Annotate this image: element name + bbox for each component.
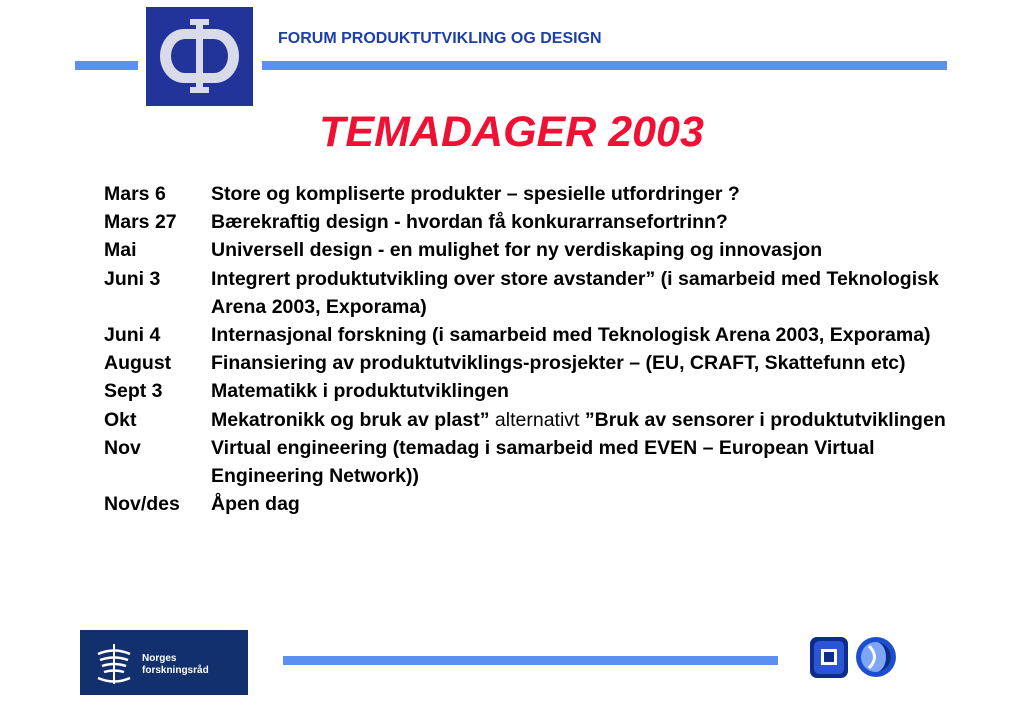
schedule-date: Sept 3 (104, 380, 163, 403)
schedule-topic: Store og kompliserte produkter – spesielle utfordringer ? (211, 183, 740, 205)
forum-logo (146, 7, 253, 106)
schedule-date: Mai (104, 239, 137, 262)
schedule-row (104, 490, 966, 518)
schedule-date: Mars 27 (104, 211, 177, 234)
schedule-topic: Bærekraftig design - hvordan få konkurarransefortrinn? (211, 211, 728, 234)
header-title: FORUM PRODUKTUTVIKLING OG DESIGN (278, 30, 602, 47)
header-bar-right (262, 61, 947, 70)
schedule-row (104, 208, 966, 236)
norges-forskningsrad-logo (80, 630, 248, 695)
schedule-row (104, 321, 966, 349)
topic-part-normal: alternativt (489, 408, 585, 431)
topic-part-bold: ”Bruk av sensorer i produktutviklingen (584, 408, 946, 431)
footer-logo-line1: Norges (142, 653, 177, 664)
schedule-row (104, 180, 966, 208)
schedule-list (104, 180, 966, 518)
footer-bar (283, 656, 778, 665)
schedule-row (104, 406, 966, 434)
swirl-logo-icon (855, 636, 897, 678)
schedule-topic: Internasjonal forskning (i samarbeid med Teknologisk Arena 2003, Exporama) (211, 324, 931, 347)
schedule-row (104, 434, 966, 490)
schedule-topic: Universell design - en mulighet for ny verdiskaping og innovasjon (211, 239, 823, 262)
schedule-topic: Finansiering av produktutviklings-prosjekter – (EU, CRAFT, Skattefunn etc) (211, 352, 906, 375)
header-bar-left (75, 61, 138, 70)
square-logo-icon (810, 637, 848, 678)
schedule-row (104, 265, 966, 321)
schedule-topic: Virtual engineering (temadag i samarbeid med EVEN – European Virtual Engineering Network)) (211, 436, 875, 488)
schedule-date: Nov (104, 436, 141, 459)
schedule-date: Okt (104, 408, 137, 431)
schedule-date: Juni 3 (104, 267, 161, 290)
schedule-topic: Integrert produktutvikling over store avstander” (i samarbeid med Teknologisk Arena 2003, Exporama) (211, 267, 939, 318)
schedule-row (104, 377, 966, 405)
topic-part-bold: Mekatronikk og bruk av plast” (211, 408, 490, 431)
schedule-date: Mars 6 (104, 183, 166, 205)
schedule-row (104, 236, 966, 264)
schedule-row (104, 349, 966, 377)
schedule-date: Nov/des (104, 493, 180, 516)
schedule-topic: Matematikk i produktutviklingen (211, 380, 509, 403)
footer-logo-line2: forskningsråd (142, 665, 209, 676)
schedule-date: Juni 4 (104, 324, 161, 347)
schedule-topic: Åpen dag (211, 493, 300, 516)
schedule-date: August (104, 352, 172, 375)
page-title: TEMADAGER 2003 (319, 108, 704, 156)
schedule-topic (211, 406, 966, 434)
